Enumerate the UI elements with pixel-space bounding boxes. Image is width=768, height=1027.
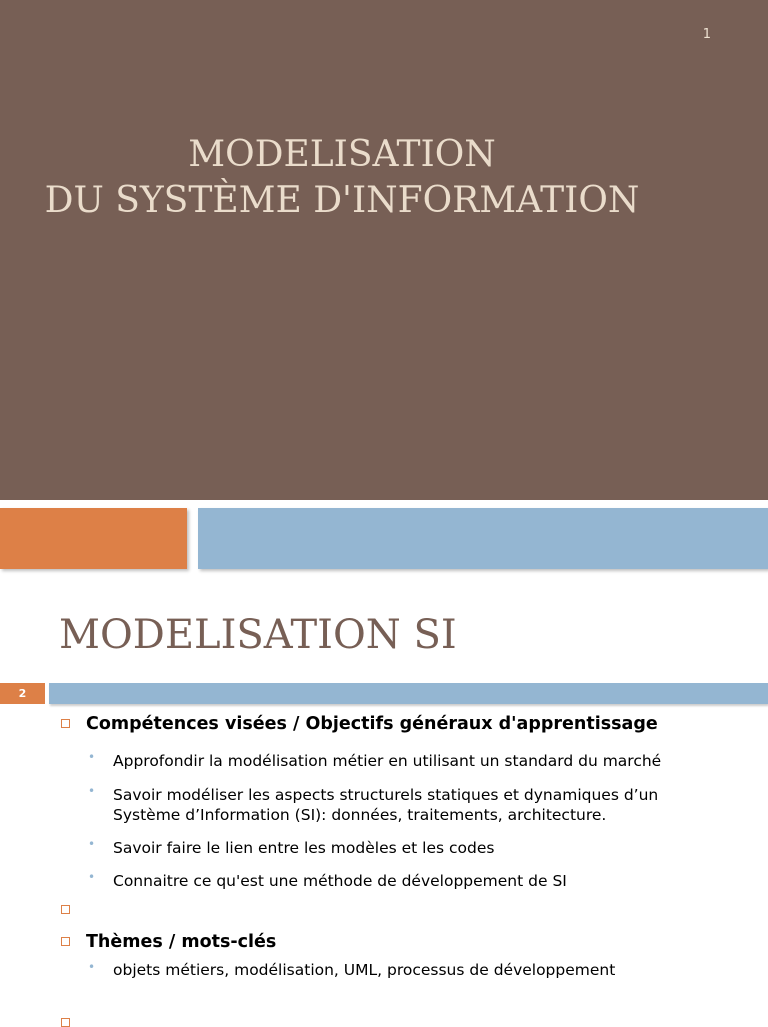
slide-1-title — [0, 132, 684, 224]
list-item-continuation: Système d’Information (SI): données, traitements, architecture. — [113, 806, 607, 824]
list-item: Approfondir la modélisation métier en utilisant un standard du marché — [113, 752, 662, 770]
list-item: Connaitre ce qu'est une méthode de développement de SI — [113, 872, 567, 890]
slide-2-divider-bar — [49, 683, 768, 704]
slide-separator — [0, 500, 768, 508]
dot-bullet-icon: • — [88, 837, 96, 851]
square-bullet-icon — [61, 1018, 70, 1027]
list-item: objets métiers, modélisation, UML, processus de développement — [113, 961, 616, 979]
slide-2 — [0, 508, 768, 1024]
slide-1-page-number: 1 — [702, 27, 711, 42]
square-bullet-icon — [61, 905, 70, 914]
section-heading-competences: Compétences visées / Objectifs généraux d'apprentissage — [86, 714, 658, 734]
dot-bullet-icon: • — [88, 784, 96, 798]
slide-2-title: MODELISATION SI — [59, 612, 457, 658]
header-blue-block — [198, 508, 768, 569]
section-heading-themes: Thèmes / mots-clés — [86, 932, 277, 952]
dot-bullet-icon: • — [88, 960, 96, 974]
square-bullet-icon — [61, 937, 70, 946]
slide-2-page-number: 2 — [0, 683, 45, 704]
dot-bullet-icon: • — [88, 750, 96, 764]
slide-1-title-line-2: DU SYSTÈME D'INFORMATION — [44, 180, 640, 221]
slide-1 — [0, 0, 768, 500]
header-orange-block — [0, 508, 187, 569]
square-bullet-icon — [61, 719, 70, 728]
list-item: Savoir faire le lien entre les modèles et les codes — [113, 839, 495, 857]
slide-1-title-line-1: MODELISATION — [188, 134, 496, 175]
dot-bullet-icon: • — [88, 870, 96, 884]
list-item: Savoir modéliser les aspects structurels statiques et dynamiques d’un — [113, 786, 659, 804]
